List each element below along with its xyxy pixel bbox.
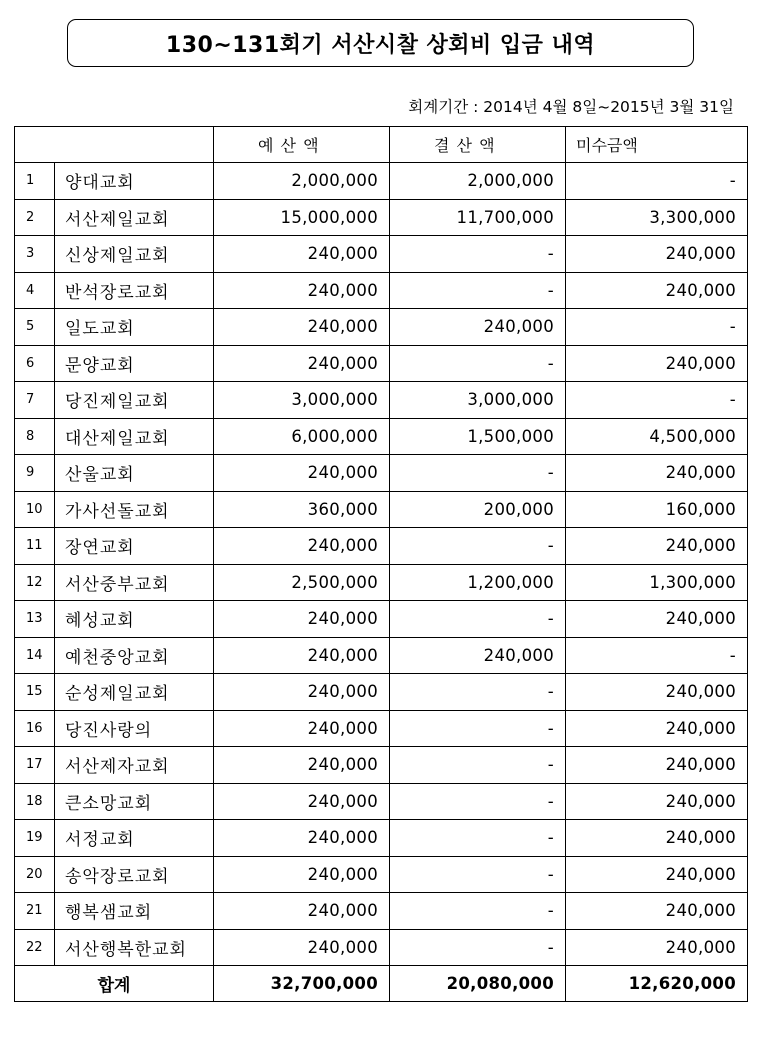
row-number: 7: [15, 382, 55, 419]
row-number: 13: [15, 601, 55, 638]
row-number: 18: [15, 783, 55, 820]
row-number: 5: [15, 309, 55, 346]
unpaid-amount: 240,000: [566, 856, 748, 893]
total-settled: 20,080,000: [390, 966, 566, 1002]
church-name: 신상제일교회: [55, 236, 214, 273]
settled-amount: -: [390, 856, 566, 893]
budget-amount: 240,000: [214, 710, 390, 747]
settled-amount: 3,000,000: [390, 382, 566, 419]
settled-amount: 240,000: [390, 309, 566, 346]
row-number: 17: [15, 747, 55, 784]
unpaid-amount: 240,000: [566, 710, 748, 747]
budget-amount: 240,000: [214, 345, 390, 382]
unpaid-amount: -: [566, 309, 748, 346]
table-row: [15, 637, 748, 674]
unpaid-amount: 240,000: [566, 893, 748, 930]
settled-amount: -: [390, 710, 566, 747]
budget-amount: 6,000,000: [214, 418, 390, 455]
unpaid-amount: -: [566, 382, 748, 419]
church-name: 대산제일교회: [55, 418, 214, 455]
budget-amount: 240,000: [214, 528, 390, 565]
church-name: 문양교회: [55, 345, 214, 382]
unpaid-amount: 240,000: [566, 929, 748, 966]
budget-amount: 240,000: [214, 236, 390, 273]
budget-amount: 240,000: [214, 820, 390, 857]
table-row: [15, 163, 748, 200]
row-number: 9: [15, 455, 55, 492]
unpaid-amount: 1,300,000: [566, 564, 748, 601]
church-name: 당진사랑의: [55, 710, 214, 747]
unpaid-amount: 240,000: [566, 236, 748, 273]
table-row: [15, 747, 748, 784]
budget-amount: 240,000: [214, 674, 390, 711]
table-row: [15, 564, 748, 601]
unpaid-amount: 240,000: [566, 601, 748, 638]
budget-amount: 240,000: [214, 929, 390, 966]
header-budget: 예 산 액: [214, 127, 390, 163]
budget-amount: 240,000: [214, 309, 390, 346]
settled-amount: -: [390, 345, 566, 382]
budget-amount: 240,000: [214, 272, 390, 309]
unpaid-amount: 240,000: [566, 674, 748, 711]
church-name: 반석장로교회: [55, 272, 214, 309]
table-row: [15, 418, 748, 455]
church-name: 송악장로교회: [55, 856, 214, 893]
table-row: [15, 199, 748, 236]
settled-amount: -: [390, 747, 566, 784]
row-number: 1: [15, 163, 55, 200]
church-name: 장연교회: [55, 528, 214, 565]
unpaid-amount: 240,000: [566, 747, 748, 784]
table-row: [15, 893, 748, 930]
settled-amount: 11,700,000: [390, 199, 566, 236]
unpaid-amount: 4,500,000: [566, 418, 748, 455]
table-row: [15, 272, 748, 309]
church-name: 서산제자교회: [55, 747, 214, 784]
table-header-row: [15, 127, 748, 163]
unpaid-amount: 240,000: [566, 528, 748, 565]
unpaid-amount: 240,000: [566, 783, 748, 820]
budget-amount: 240,000: [214, 747, 390, 784]
header-blank-cell: [15, 127, 214, 163]
row-number: 19: [15, 820, 55, 857]
table-row: [15, 345, 748, 382]
row-number: 6: [15, 345, 55, 382]
row-number: 12: [15, 564, 55, 601]
settled-amount: 2,000,000: [390, 163, 566, 200]
church-name: 당진제일교회: [55, 382, 214, 419]
unpaid-amount: 160,000: [566, 491, 748, 528]
document-title: 130~131회기 서산시찰 상회비 입금 내역: [165, 32, 596, 58]
row-number: 8: [15, 418, 55, 455]
settled-amount: -: [390, 272, 566, 309]
row-number: 20: [15, 856, 55, 893]
header-settled: 결 산 액: [390, 127, 566, 163]
budget-amount: 2,500,000: [214, 564, 390, 601]
table-row: [15, 929, 748, 966]
settled-amount: 1,200,000: [390, 564, 566, 601]
budget-amount: 240,000: [214, 601, 390, 638]
total-row: [15, 966, 748, 1002]
table-body: [15, 163, 748, 966]
budget-amount: 240,000: [214, 455, 390, 492]
total-unpaid: 12,620,000: [566, 966, 748, 1002]
table-row: [15, 674, 748, 711]
settled-amount: -: [390, 820, 566, 857]
church-name: 산울교회: [55, 455, 214, 492]
budget-amount: 3,000,000: [214, 382, 390, 419]
total-budget: 32,700,000: [214, 966, 390, 1002]
church-name: 가사선돌교회: [55, 491, 214, 528]
settled-amount: -: [390, 929, 566, 966]
settled-amount: -: [390, 783, 566, 820]
church-name: 순성제일교회: [55, 674, 214, 711]
row-number: 14: [15, 637, 55, 674]
table-row: [15, 820, 748, 857]
settled-amount: -: [390, 236, 566, 273]
settled-amount: -: [390, 528, 566, 565]
header-unpaid: 미수금액: [566, 127, 748, 163]
row-number: 21: [15, 893, 55, 930]
unpaid-amount: 3,300,000: [566, 199, 748, 236]
unpaid-amount: 240,000: [566, 272, 748, 309]
church-name: 큰소망교회: [55, 783, 214, 820]
row-number: 2: [15, 199, 55, 236]
settled-amount: -: [390, 893, 566, 930]
document-title-box: [67, 19, 694, 67]
unpaid-amount: 240,000: [566, 820, 748, 857]
church-name: 서산행복한교회: [55, 929, 214, 966]
table-row: [15, 601, 748, 638]
row-number: 10: [15, 491, 55, 528]
unpaid-amount: 240,000: [566, 455, 748, 492]
settled-amount: -: [390, 601, 566, 638]
church-name: 서정교회: [55, 820, 214, 857]
budget-amount: 240,000: [214, 637, 390, 674]
budget-amount: 360,000: [214, 491, 390, 528]
settled-amount: -: [390, 455, 566, 492]
table-row: [15, 528, 748, 565]
row-number: 22: [15, 929, 55, 966]
budget-amount: 240,000: [214, 783, 390, 820]
budget-amount: 240,000: [214, 856, 390, 893]
table-row: [15, 491, 748, 528]
row-number: 11: [15, 528, 55, 565]
table-row: [15, 382, 748, 419]
budget-amount: 15,000,000: [214, 199, 390, 236]
table-row: [15, 236, 748, 273]
settled-amount: 1,500,000: [390, 418, 566, 455]
church-name: 서산중부교회: [55, 564, 214, 601]
row-number: 16: [15, 710, 55, 747]
table-row: [15, 710, 748, 747]
church-name: 서산제일교회: [55, 199, 214, 236]
church-name: 예천중앙교회: [55, 637, 214, 674]
row-number: 4: [15, 272, 55, 309]
church-name: 양대교회: [55, 163, 214, 200]
unpaid-amount: 240,000: [566, 345, 748, 382]
budget-amount: 2,000,000: [214, 163, 390, 200]
church-name: 혜성교회: [55, 601, 214, 638]
total-label: 합계: [15, 966, 214, 1002]
table-row: [15, 455, 748, 492]
unpaid-amount: -: [566, 637, 748, 674]
row-number: 3: [15, 236, 55, 273]
table-row: [15, 783, 748, 820]
table-row: [15, 309, 748, 346]
settled-amount: 200,000: [390, 491, 566, 528]
row-number: 15: [15, 674, 55, 711]
table-row: [15, 856, 748, 893]
budget-amount: 240,000: [214, 893, 390, 930]
unpaid-amount: -: [566, 163, 748, 200]
settled-amount: -: [390, 674, 566, 711]
accounting-period: 회계기간 : 2014년 4월 8일~2015년 3월 31일: [408, 98, 734, 116]
church-name: 일도교회: [55, 309, 214, 346]
dues-ledger-table: [14, 126, 748, 1002]
church-name: 행복샘교회: [55, 893, 214, 930]
settled-amount: 240,000: [390, 637, 566, 674]
